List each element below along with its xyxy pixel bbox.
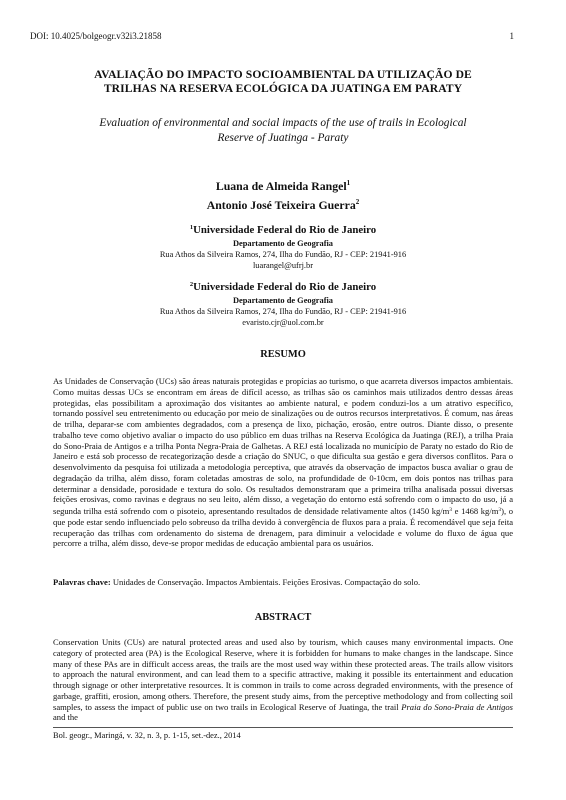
affiliation-sup: 2 (189, 281, 194, 288)
subtitle-line: Reserve of Juatinga - Paraty (217, 132, 349, 144)
page-number: 1 (509, 31, 514, 41)
affiliation-university: $^1$Universidade Federal do Rio de Janeiro (189, 224, 377, 236)
affiliation-university: $^2$Universidade Federal do Rio de Janeiro (189, 281, 377, 293)
footer-divider (53, 727, 513, 728)
author-2 (0, 195, 566, 214)
affiliation-email: luarangel@ufrj.br (252, 261, 314, 271)
paper-title (40, 68, 526, 96)
abstract-heading: ABSTRACT (254, 612, 312, 623)
affiliation-email: evaristo.cjr@uol.com.br (242, 318, 324, 328)
affiliation-department: Departamento de Geografia (232, 238, 333, 248)
affiliation-sup: 1 (189, 224, 194, 231)
author-sup: 2 (355, 197, 360, 206)
author-sup: 1 (346, 179, 351, 187)
resumo-body: As Unidades de Conservação (UCs) são áreas naturais protegidas e propícias ao turismo, o que acarreta diversos impactos ambientais. Como muitas dessas UCs se encontram em áreas de difícil acesso, as trilhas são os caminhos mais utilizados dentro dessas áreas protegidas, elas possibilitam a aproximação dos visitantes ao ambiente natural, e podem conduzi-los a um atrativo específico, tornando possível seu entretenimento ou educação por meio de sinalizações ou de outros recursos interpretativos. É comum, nas áreas de trilha, deparar-se com ambientes degradados, com a presença de lixo, pichação, erosão, entre outros. Diante disso, o presente trabalho teve como objetivo avaliar o impacto do uso público em duas trilhas na Reserva Ecológica da Juatinga (REJ), a trilha Praia do Sono-Praia de Antigos e a trilha Ponta Negra-Praia de Galhetas. A REJ está localizada no município de Paraty no estado do Rio de Janeiro e está sob processo de recategorização desde a criação do SNUC, o que dificulta sua gestão e gera diversos conflitos. Para o desenvolvimento da pesquisa foi utilizada a metodologia perceptiva, que através da observação de impactos busca avaliar o grau de degradação da trilha, além disso, foram coletadas amostras de solo, na profundidade de 0-10cm, em dois pontos nas trilhas para determinar a densidade, porosidade e textura do solo. Os resultados demonstraram que a primeira trilha analisada possui diversas feições erosivas, como ravinas e degraus no seu leito, além disso, a vegetação do entorno está sofrendo com o impacto do uso, já a segunda trilha está sofrendo com o pisoteio, apresentando resultados de densidade relativamente altos (1450 $kg/m^3$ e 1468 $kg/m^3$), o que pode estar sendo influenciado pelo sobreuso da trilha devido à convergência de fluxos para a praia. É recomendável que seja feita recuperação das trilhas com ordenamento do sistema de drenagem, para diminuir a velocidade e volume do fluxo de água que percorre a trilha, além disso, deve-se propor medidas de educação ambiental para os usuários. (53, 376, 513, 549)
affiliation-address: Rua Athos da Silveira Ramos, 274, Ilha do Fundão, RJ - CEP: 21941-916 (159, 306, 407, 316)
affiliation-2 (0, 278, 566, 328)
title-line: TRILHAS NA RESERVA ECOLÓGICA DA JUATINGA EM PARATY (103, 82, 463, 95)
keywords (53, 577, 513, 587)
author-name: Antonio José Teixeira Guerra (206, 197, 356, 212)
affiliation-1 (0, 221, 566, 271)
subtitle-line: Evaluation of environmental and social impacts of the use of trails in Ecological (99, 117, 467, 129)
keywords-value: Unidades de Conservação. Impactos Ambientais. Feições Erosivas. Compactação do solo. (110, 577, 421, 587)
resumo-heading: RESUMO (260, 349, 306, 360)
doi-header: DOI: 10.4025/bolgeogr.v32i3.21858 (30, 31, 162, 41)
author-name: Luana de Almeida Rangel (215, 179, 347, 193)
affiliation-department: Departamento de Geografia (232, 295, 333, 305)
title-line: AVALIAÇÃO DO IMPACTO SOCIOAMBIENTAL DA UTILIZAÇÃO DE (94, 68, 472, 81)
footer-citation: Bol. geogr., Maringá, v. 32, n. 3, p. 1-15, set.-dez., 2014 (53, 731, 241, 740)
affiliation-address: Rua Athos da Silveira Ramos, 274, Ilha do Fundão, RJ - CEP: 21941-916 (159, 249, 407, 259)
paper-subtitle (60, 116, 506, 146)
author-list (0, 176, 566, 213)
abstract-body: Conservation Units (CUs) are natural protected areas and used also by tourism, which causes many environmental impacts. One category of protected area (PA) is the Ecological Reserve, where it is forbidden for humans to make changes in the landscape. Since many of these PAs are in difficult access areas, the trails are the most used way within these protected areas. The trails allow visitors to approach the natural environment, and can lead them to a specific attractive, making it possible its entertainment and education through signage or other interpretative resources. It is common in trails to come across degraded environments, with the presence of garbage, graffiti, erosion, among others. Therefore, the present study aims, from the perceptive methodology and from collecting soil samples, to assess the impact of public use on two trails in Ecological Reserve of Juatinga, the trail Praia do Sono-Praia de Antigos and the (53, 637, 513, 723)
keywords-label: Palavras chave: (53, 577, 111, 587)
author-1 (0, 176, 566, 195)
